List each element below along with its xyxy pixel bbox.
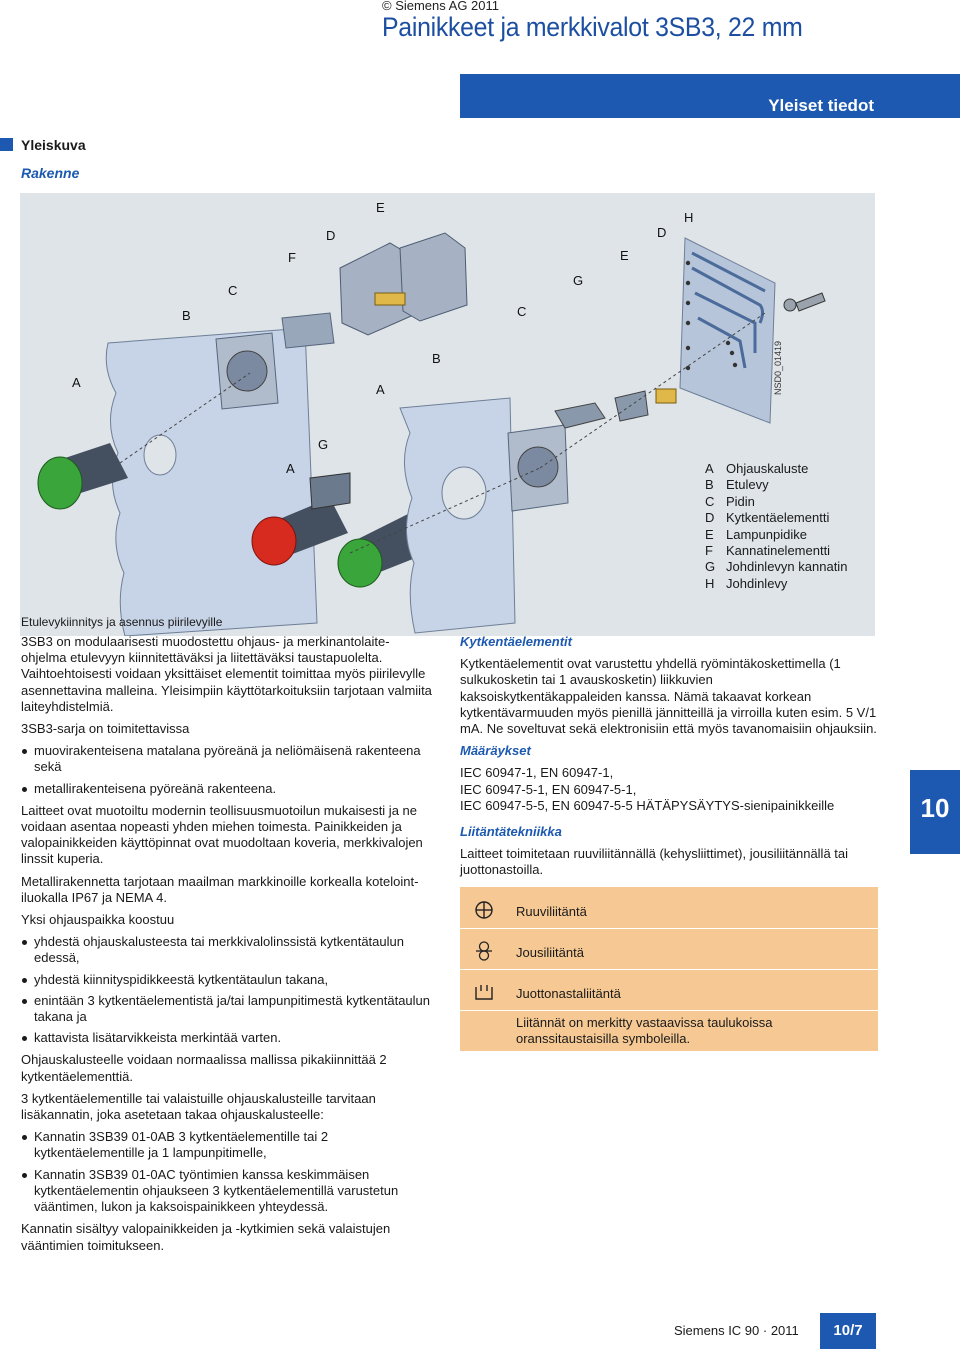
label-D-right: D (657, 225, 667, 240)
label-A-mid: A (286, 461, 295, 476)
legend-row: F Kannatinelementti (705, 543, 831, 559)
list-item: enintään 3 kytkentäelementistä ja/tai lampunpitimestä kytkentätaulun takana ja (21, 993, 433, 1025)
subheading-standards: Määräykset (460, 743, 531, 759)
plate-hole-left (144, 435, 176, 475)
label-A-right: A (376, 382, 385, 397)
page-title: Painikkeet ja merkkivalot 3SB3, 22 mm (382, 12, 803, 42)
connection-row-screw (460, 891, 878, 927)
paragraph: Kytkentäelementit ovat varustettu yhdellä ryömintäkoskettimella (1 sulkukosketin tai 1 avauskosketin) liikkuvien kaksoiskytkentäkappaleiden kanssa. Nämä takaavat korkean kytkentävarmuuden myös pienillä jännitteillä ja virroilla kuten esim. 5 V/1 mA. Ne soveltuvat sekä elektronisiin että myös tavanomaisiin ohjauksiin. (460, 656, 877, 737)
subheading-switch-elements: Kytkentäelementit (460, 634, 572, 649)
section-subheading: Rakenne (21, 165, 80, 181)
switch-element-left-2 (400, 233, 467, 321)
paragraph: Metallirakennetta tarjotaan maailman markkinoille korkealla kotelointiluokalla IP67 ja NEMA 4. (21, 873, 419, 905)
figure-caption: Etulevykiinnitys ja asennus piirilevyille (21, 615, 223, 629)
right-column (460, 634, 878, 885)
paragraph: Yksi ohjauspaikka koostuu (21, 912, 175, 928)
label-C-left: C (228, 283, 238, 298)
connection-label: Juottonastaliitäntä (516, 986, 621, 1001)
support-element-left (282, 313, 334, 348)
paragraph: 3SB3-sarja on toimitettavissa (21, 721, 190, 737)
lamp-holder-left (375, 293, 405, 305)
paragraph: Ohjauskalusteelle voidaan normaalissa mallissa pikakiinnittää 2 kytkentäelementtiä. (21, 1052, 387, 1084)
paragraph: 3SB3 on modulaarisesti muodostettu ohjaus- ja merkinantolaite-ohjelma etulevyyn kiinnitettäväksi ja liitettäväksi taustapuolelta. Vaihtoehtoisesti voidaan yksittäiset elementit toimittaa myös piirilevylle asennettavina malleina. Yleisimpiin käyttötarkoituksiin tarjotaan valmiita laiteyhdistelmiä. (21, 634, 432, 714)
mounting-screw-icon (784, 293, 825, 311)
bullet-list (21, 743, 433, 797)
section-marker (0, 138, 13, 151)
subheading-connection-technology: Liitäntätekniikka (460, 824, 562, 840)
divider (460, 928, 878, 929)
lamp-holder-right (656, 389, 676, 403)
legend-row: H Johdinlevy (705, 575, 788, 591)
figure-legend (705, 461, 847, 592)
paragraph: Kannatin sisältyy valopainikkeiden ja -kytkimien sekä valaistujen vääntimien toimitukseen. (21, 1221, 391, 1253)
bullet-list (21, 1129, 433, 1215)
legend-row: C Pidin (705, 493, 755, 509)
divider (460, 1010, 878, 1011)
list-item: Kannatin 3SB39 01-0AB 3 kytkentäelementille tai 2 kytkentäelementille ja 1 lampunpitimelle, (21, 1129, 433, 1161)
legend-row: E Lampunpidike (705, 526, 807, 542)
section-heading: Yleiskuva (21, 137, 86, 153)
support-element-mid (310, 473, 350, 509)
paragraph: 3 kytkentäelementille tai valaistuille ohjauskalusteille tarvitaan lisäkannatin, joka asetetaan takaa ohjauskalusteelle: (21, 1090, 376, 1123)
label-E-top: E (376, 200, 385, 215)
copyright: © Siemens AG 2011 (382, 0, 500, 13)
footer-catalog: Siemens IC 90 · 2011 (674, 1323, 799, 1338)
list-item: kattavista lisätarvikkeista merkintää varten. (21, 1030, 433, 1046)
plate-hole-right (442, 467, 486, 519)
legend-row: A Ohjauskaluste (705, 461, 809, 476)
label-C-right: C (517, 304, 527, 319)
paragraph: Laitteet ovat muotoiltu modernin teollisuusmuotoilun mukaisesti ja ne voidaan asentaa nopeasti yhden miehen toimesta. Painikkeiden ja valopainikkeiden käyttöpinnat ovat muodoltaan koveria, merkkivalojen linssit kuperia. (21, 802, 423, 867)
label-G-mid: G (318, 437, 329, 452)
chapter-number: 10 (920, 793, 950, 823)
list-item: metallirakenteisena pyöreänä rakenteena. (21, 781, 433, 797)
standards-list (460, 765, 878, 814)
connection-types-table (460, 887, 878, 1051)
legend-row: B Etulevy (705, 477, 769, 493)
connection-label: Ruuviliitäntä (516, 904, 587, 919)
list-item: yhdestä kiinnityspidikkeestä kytkentätaulun takana, (21, 972, 433, 988)
divider (460, 969, 878, 970)
figure-code: NSD0_01419 (773, 340, 783, 395)
spring-terminal-icon (474, 941, 494, 961)
connection-row-spring (460, 932, 878, 968)
legend-row: G Johdinlevyn kannatin (705, 559, 848, 575)
pcb-support (555, 403, 605, 428)
list-item: yhdestä ohjauskalusteesta tai merkkivalolinssistä kytkentätaulun edessä, (21, 934, 433, 966)
list-item: muovirakenteisena matalana pyöreänä ja neliömäisenä rakenteena sekä (21, 743, 433, 775)
label-G-top: G (573, 273, 584, 288)
legend-row: D Kytkentäelementti (705, 510, 830, 526)
header-band (460, 74, 960, 118)
standard-line: IEC 60947-5-5, EN 60947-5-5 HÄTÄPYSÄYTYS-sienipainikkeille (460, 797, 835, 813)
connection-label: Jousiliitäntä (516, 945, 584, 960)
list-item: Kannatin 3SB39 01-0AC työntimien kanssa keskimmäisen kytkentäelementin ohjaukseen 3 kytkentäelementillä varustetun vääntimen, lukon ja kaksoispainikkeen yhteydessä. (21, 1167, 433, 1216)
left-column (21, 634, 433, 1260)
label-H: H (684, 210, 694, 225)
front-plate-left (106, 328, 317, 636)
printed-circuit-board (680, 238, 775, 423)
label-F: F (288, 250, 296, 265)
label-D-left: D (326, 228, 336, 243)
label-E-right: E (620, 248, 629, 263)
label-A-left: A (72, 375, 81, 390)
standard-line: IEC 60947-5-1, EN 60947-5-1, (460, 781, 637, 797)
solder-pin-icon (474, 982, 494, 1002)
label-B-right: B (432, 351, 441, 366)
standard-line: IEC 60947-1, EN 60947-1, (460, 765, 614, 781)
paragraph: Laitteet toimitetaan ruuviliitännällä (kehysliittimet), jousiliitännällä tai juottonastoilla. (460, 846, 849, 878)
page-number: 10/7 (833, 1322, 863, 1339)
connection-row-solder (460, 973, 878, 1009)
header-band-label: Yleiset tiedot (768, 96, 874, 115)
label-B-left: B (182, 308, 191, 323)
bullet-list (21, 934, 433, 1046)
switch-element-right (615, 391, 648, 421)
connection-note: Liitännät on merkitty vastaavissa taulukoissa oranssitaustaisilla symboleilla. (516, 1015, 773, 1046)
screw-terminal-icon (474, 900, 494, 920)
